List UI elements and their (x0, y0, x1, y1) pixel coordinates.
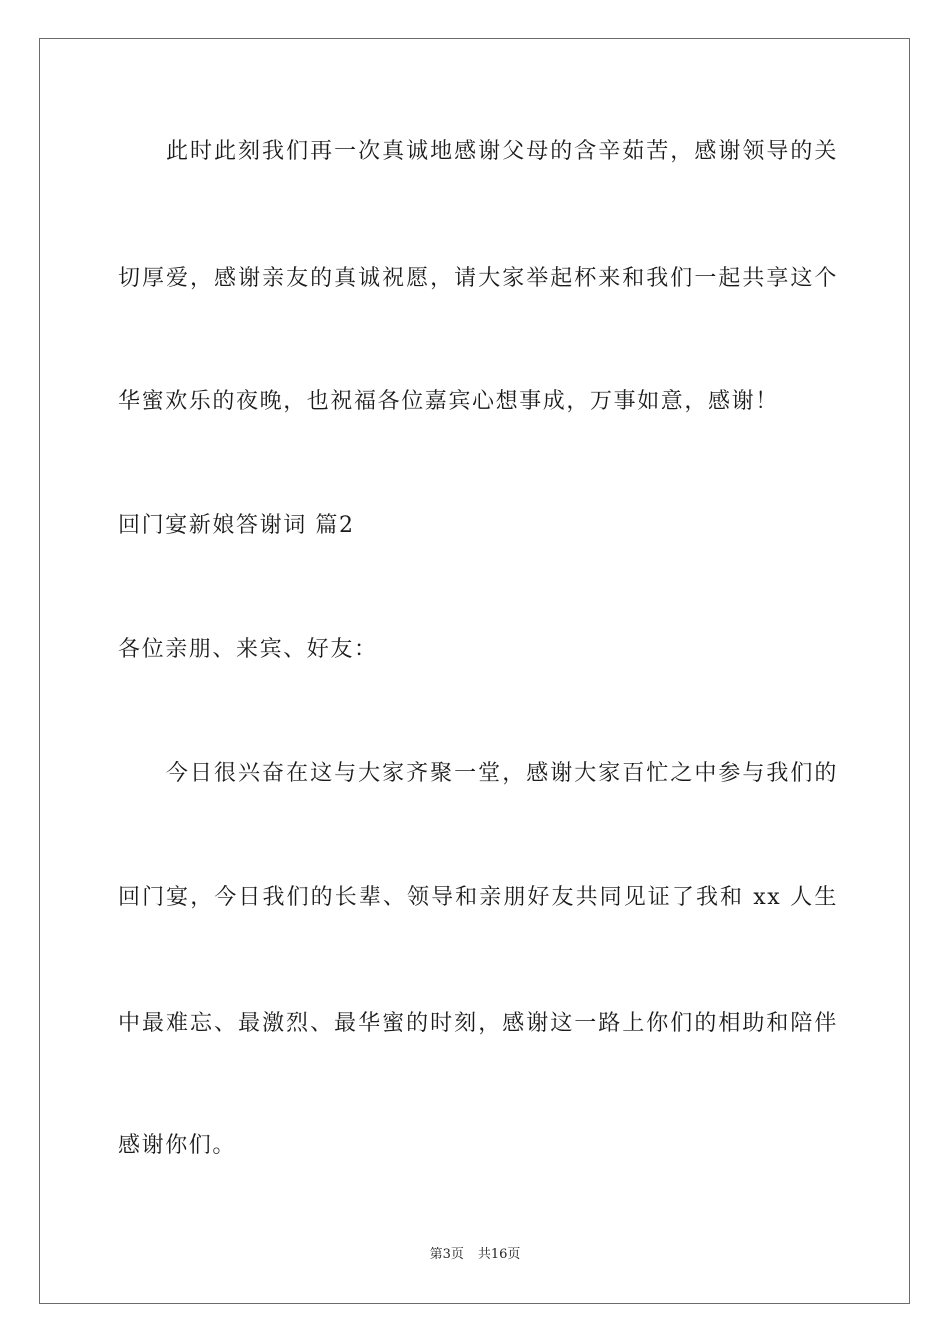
paragraph-line: 切厚爱，感谢亲友的真诚祝愿，请大家举起杯来和我们一起共享这个 (118, 266, 838, 291)
page-total: 共16页 (477, 1247, 521, 1262)
page-frame (39, 38, 910, 1304)
paragraph-line: 华蜜欢乐的夜晚，也祝福各位嘉宾心想事成，万事如意，感谢！ (118, 389, 779, 414)
paragraph-line: 感谢你们。 (118, 1133, 237, 1158)
salutation: 各位亲朋、来宾、好友： (118, 637, 378, 662)
paragraph-line: 中最难忘、最激烈、最华蜜的时刻，感谢这一路上你们的相助和陪伴 (118, 1011, 838, 1036)
section-heading: 回门宴新娘答谢词 篇2 (118, 513, 355, 538)
paragraph-line: 此时此刻我们再一次真诚地感谢父母的含辛茹苦，感谢领导的关 (166, 139, 838, 164)
paragraph-line: 回门宴，今日我们的长辈、领导和亲朋好友共同见证了我和 xx 人生 (118, 885, 838, 910)
page-footer (0, 1246, 950, 1264)
page-number: 第3页 (429, 1247, 464, 1262)
paragraph-line: 今日很兴奋在这与大家齐聚一堂，感谢大家百忙之中参与我们的 (166, 761, 838, 786)
